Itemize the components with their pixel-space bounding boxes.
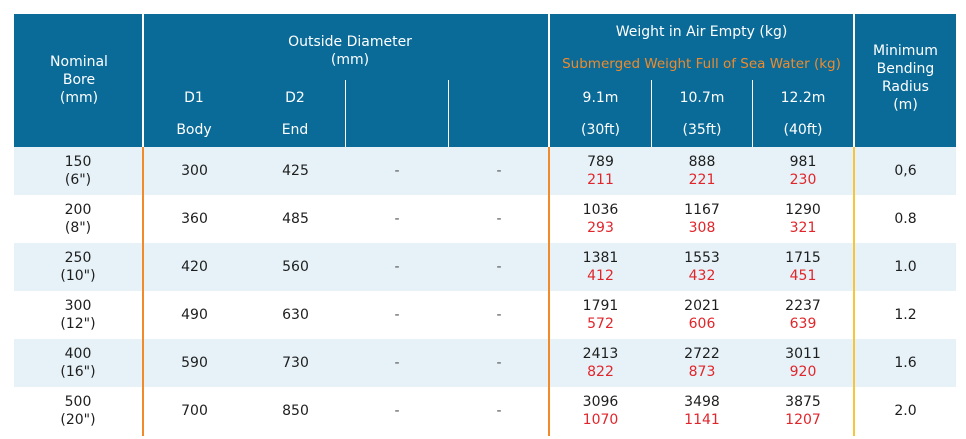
header-d2: D2	[285, 90, 305, 106]
table-row	[14, 195, 956, 243]
cell-weight-2: 1167 308	[684, 202, 720, 236]
header-weight-submerged: Submerged Weight Full of Sea Water (kg)	[562, 56, 841, 72]
header-weight-air: Weight in Air Empty (kg)	[615, 24, 788, 40]
cell-empty: -	[496, 259, 502, 275]
cell-bore: 250 (10")	[60, 250, 96, 284]
cell-weight-3: 2237 639	[785, 298, 821, 332]
cell-d1: 700	[181, 403, 208, 419]
cell-empty: -	[496, 307, 502, 323]
cell-radius: 0.8	[894, 211, 917, 227]
cell-empty: -	[394, 403, 400, 419]
cell-weight-2: 3498 1141	[684, 394, 720, 428]
cell-d2: 850	[282, 403, 309, 419]
cell-weight-1: 1791 572	[582, 298, 619, 332]
header-length-1: 9.1m	[582, 90, 619, 106]
cell-empty: -	[394, 163, 400, 179]
cell-weight-1: 789 211	[587, 154, 614, 188]
cell-d1: 360	[181, 211, 208, 227]
cell-weight-1: 1381 412	[582, 250, 619, 284]
cell-d1: 590	[181, 355, 208, 371]
cell-empty: -	[394, 259, 400, 275]
cell-d1: 420	[181, 259, 208, 275]
cell-weight-3: 981 230	[789, 154, 817, 188]
table-row	[14, 387, 956, 435]
cell-d2: 630	[282, 307, 309, 323]
table-row	[14, 147, 956, 195]
cell-weight-1: 2413 822	[582, 346, 619, 380]
cell-weight-3: 1290 321	[785, 202, 821, 236]
header-length-2: 10.7m	[679, 90, 725, 106]
table-row	[14, 339, 956, 387]
cell-radius: 0,6	[894, 163, 917, 179]
cell-radius: 1.2	[894, 307, 917, 323]
cell-weight-2: 1553 432	[684, 250, 720, 284]
column-divider	[853, 147, 855, 436]
table-row	[14, 243, 956, 291]
cell-empty: -	[496, 163, 502, 179]
cell-weight-3: 1715 451	[785, 250, 821, 284]
cell-d2: 485	[282, 211, 309, 227]
cell-bore: 500 (20")	[60, 394, 96, 428]
cell-d2: 560	[282, 259, 309, 275]
cell-empty: -	[394, 307, 400, 323]
header-d1-sub: Body	[176, 122, 212, 138]
cell-bore: 400 (16")	[60, 346, 96, 380]
cell-radius: 2.0	[894, 403, 917, 419]
cell-radius: 1.6	[894, 355, 917, 371]
cell-bore: 150 (6")	[64, 154, 92, 188]
header-d1: D1	[184, 90, 204, 106]
cell-radius: 1.0	[894, 259, 917, 275]
cell-d1: 490	[181, 307, 208, 323]
cell-empty: -	[394, 211, 400, 227]
cell-weight-2: 2722 873	[684, 346, 720, 380]
cell-empty: -	[496, 403, 502, 419]
column-divider	[142, 147, 144, 436]
cell-bore: 300 (12")	[60, 298, 96, 332]
header-divider	[448, 80, 449, 147]
cell-d1: 300	[181, 163, 208, 179]
cell-empty: -	[496, 355, 502, 371]
header-length-3-ft: (40ft)	[783, 122, 823, 138]
cell-weight-3: 3011 920	[785, 346, 821, 380]
cell-weight-3: 3875 1207	[785, 394, 821, 428]
header-d2-sub: End	[281, 122, 309, 138]
table-row	[14, 291, 956, 339]
header-length-3: 12.2m	[780, 90, 826, 106]
cell-d2: 730	[282, 355, 309, 371]
cell-weight-2: 888 221	[688, 154, 716, 188]
cell-bore: 200 (8")	[64, 202, 92, 236]
cell-d2: 425	[282, 163, 309, 179]
cell-weight-2: 2021 606	[684, 298, 720, 332]
header-divider	[345, 80, 346, 147]
header-bending-radius: Minimum Bending Radius (m)	[873, 43, 938, 113]
cell-empty: -	[496, 211, 502, 227]
header-nominal-bore: Nominal Bore (mm)	[50, 54, 108, 106]
cell-weight-1: 3096 1070	[582, 394, 619, 428]
header-length-1-ft: (30ft)	[581, 122, 620, 138]
column-divider	[548, 147, 550, 436]
cell-empty: -	[394, 355, 400, 371]
cell-weight-1: 1036 293	[582, 202, 619, 236]
header-outside-diameter: Outside Diameter (mm)	[288, 34, 412, 68]
header-length-2-ft: (35ft)	[682, 122, 722, 138]
